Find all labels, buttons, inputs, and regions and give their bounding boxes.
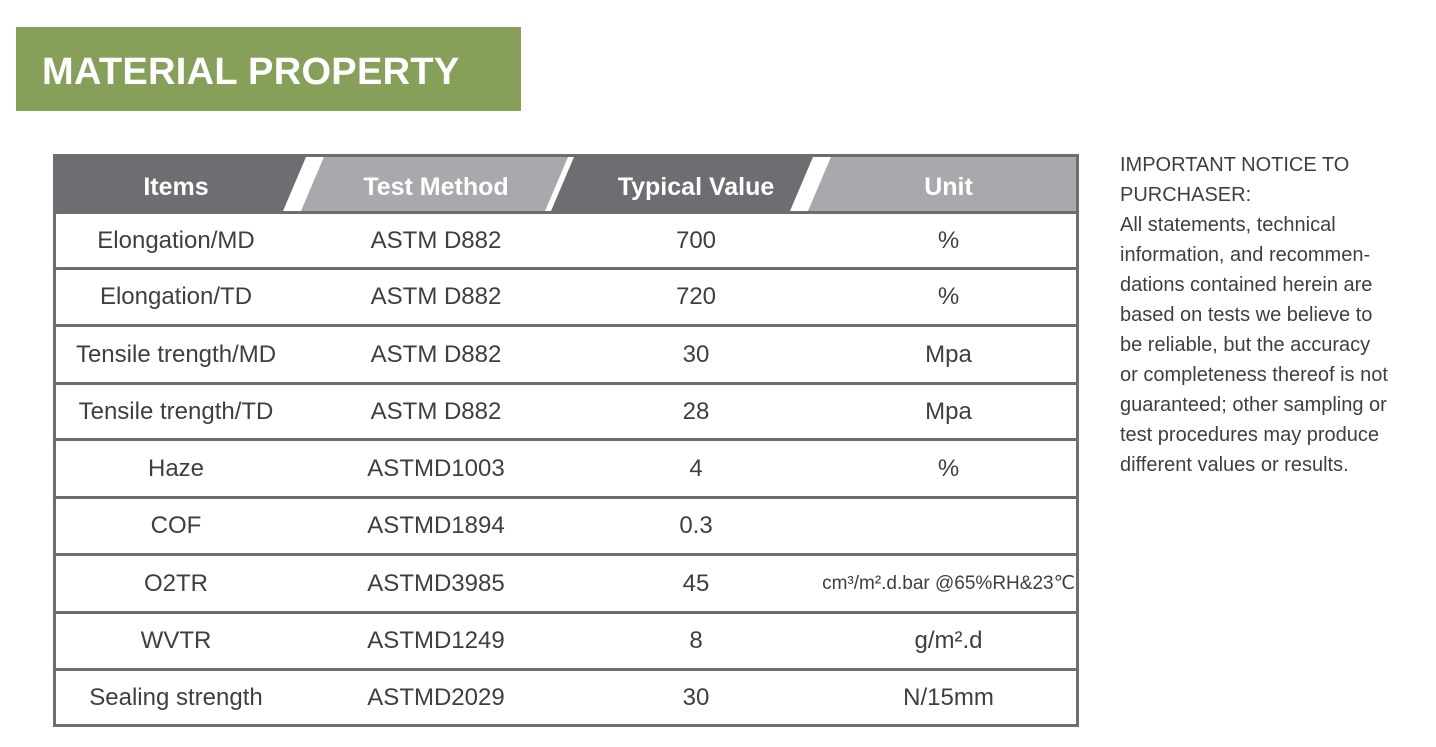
table-row — [56, 382, 1076, 438]
test-method-cell: ASTM D882 — [370, 226, 502, 254]
item-cell: Sealing strength — [89, 683, 263, 711]
test-method-cell: ASTM D882 — [370, 340, 502, 368]
header-unit: Unit — [924, 173, 973, 201]
page-title: MATERIAL PROPERTY — [42, 51, 460, 93]
notice-line: based on tests we believe to — [1120, 304, 1373, 326]
important-notice — [1120, 150, 1420, 480]
notice-line: be reliable, but the accuracy — [1120, 334, 1371, 356]
test-method-cell: ASTMD1894 — [367, 512, 505, 539]
typical-value-cell: 0.3 — [679, 512, 713, 539]
table-row — [56, 211, 1076, 267]
header-typical-value: Typical Value — [617, 173, 775, 201]
unit-cell: % — [937, 454, 960, 482]
unit-cell: g/m².d — [914, 627, 983, 654]
notice-line: IMPORTANT NOTICE TO — [1120, 154, 1350, 176]
typical-value-cell: 30 — [682, 340, 710, 368]
notice-line: All statements, technical — [1120, 214, 1336, 236]
item-cell: Elongation/MD — [97, 226, 255, 254]
typical-value-cell: 8 — [689, 627, 703, 654]
item-cell: Haze — [147, 454, 205, 482]
unit-cell: Mpa — [925, 397, 972, 425]
test-method-cell: ASTMD1003 — [367, 454, 505, 482]
item-cell: WVTR — [140, 627, 212, 654]
table-row — [56, 324, 1076, 382]
notice-line: different values or results. — [1120, 454, 1349, 476]
table-row — [56, 496, 1076, 553]
test-method-cell: ASTMD1249 — [367, 627, 505, 654]
notice-line: guaranteed; other sampling or — [1120, 394, 1387, 416]
typical-value-cell: 30 — [682, 683, 710, 711]
table-row — [56, 267, 1076, 324]
table-row — [56, 438, 1076, 496]
item-cell: Elongation/TD — [99, 283, 253, 310]
header-items: Items — [143, 173, 209, 201]
title-banner — [16, 27, 521, 111]
unit-cell: cm³/m².d.bar @65%RH&23℃ — [822, 573, 1075, 594]
test-method-cell: ASTMD3985 — [367, 569, 505, 597]
typical-value-cell: 28 — [682, 397, 710, 425]
item-cell: COF — [150, 512, 202, 539]
table-header — [56, 157, 1076, 211]
material-property-table — [53, 154, 1079, 727]
unit-cell: % — [937, 226, 960, 254]
item-cell: Tensile trength/MD — [75, 340, 277, 368]
table-row — [56, 611, 1076, 668]
typical-value-cell: 700 — [675, 226, 717, 254]
table-row — [56, 553, 1076, 611]
item-cell: Tensile trength/TD — [78, 397, 274, 425]
notice-line: PURCHASER: — [1120, 184, 1252, 206]
typical-value-cell: 720 — [675, 283, 717, 310]
notice-line: test procedures may produce — [1120, 424, 1380, 446]
notice-line: dations contained herein are — [1120, 274, 1373, 296]
header-test-method: Test Method — [363, 173, 509, 201]
test-method-cell: ASTM D882 — [370, 397, 502, 425]
unit-cell: Mpa — [925, 340, 972, 368]
test-method-cell: ASTMD2029 — [367, 683, 505, 711]
typical-value-cell: 45 — [682, 569, 710, 597]
unit-cell: % — [937, 283, 960, 310]
unit-cell: N/15mm — [903, 683, 994, 711]
item-cell: O2TR — [143, 569, 208, 597]
notice-line: information, and recommen- — [1120, 244, 1371, 266]
typical-value-cell: 4 — [689, 454, 703, 482]
notice-line: or completeness thereof is not — [1120, 364, 1388, 386]
test-method-cell: ASTM D882 — [370, 283, 502, 310]
unit-cell — [821, 499, 1076, 553]
table-row — [56, 668, 1076, 724]
